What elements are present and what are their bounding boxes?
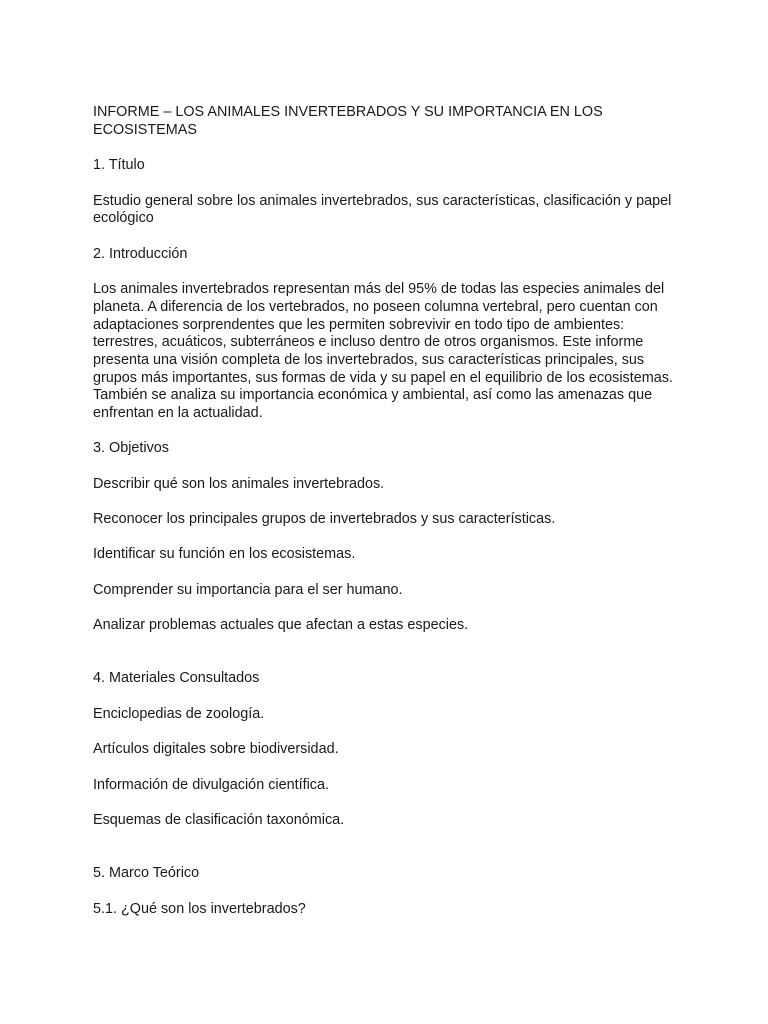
section-2-text-line: grupos más importantes, sus formas de vida y su papel en el equilibrio de los ecosistemas. (93, 370, 673, 386)
section-2-text-line: enfrentan en la actualidad. (93, 405, 263, 421)
section-1-text-line: ecológico (93, 210, 154, 226)
objective-item: Reconocer los principales grupos de invertebrados y sus características. (93, 511, 556, 527)
objective-item: Comprender su importancia para el ser humano. (93, 582, 403, 598)
objective-item: Analizar problemas actuales que afectan a estas especies. (93, 617, 469, 633)
section-5-1-subheading: 5.1. ¿Qué son los invertebrados? (93, 901, 306, 917)
document-title-line-1: INFORME – LOS ANIMALES INVERTEBRADOS Y SU IMPORTANCIA EN LOS (93, 104, 603, 120)
material-item: Información de divulgación científica. (93, 777, 329, 793)
section-4-heading: 4. Materiales Consultados (93, 670, 260, 686)
objective-item: Identificar su función en los ecosistemas. (93, 546, 356, 562)
section-1-heading: 1. Título (93, 157, 145, 173)
material-item: Artículos digitales sobre biodiversidad. (93, 741, 339, 757)
section-2-text-line: Los animales invertebrados representan más del 95% de todas las especies animales del (93, 281, 665, 297)
section-2-text-line: adaptaciones sorprendentes que les permiten sobrevivir en todo tipo de ambientes: (93, 317, 625, 333)
section-3-heading: 3. Objetivos (93, 440, 169, 456)
section-2-text-line: También se analiza su importancia económica y ambiental, así como las amenazas que (93, 387, 653, 403)
section-2-text-line: terrestres, acuáticos, subterráneos e incluso dentro de otros organismos. Este informe (93, 334, 644, 350)
section-1-text-line: Estudio general sobre los animales invertebrados, sus características, clasificación y papel (93, 193, 672, 209)
objective-item: Describir qué son los animales invertebrados. (93, 476, 385, 492)
section-2-heading: 2. Introducción (93, 246, 188, 262)
section-2-text-line: presenta una visión completa de los invertebrados, sus características principales, sus (93, 352, 645, 368)
material-item: Enciclopedias de zoología. (93, 706, 265, 722)
section-5-heading: 5. Marco Teórico (93, 865, 200, 881)
section-2-text-line: planeta. A diferencia de los vertebrados, no poseen columna vertebral, pero cuentan con (93, 299, 658, 315)
material-item: Esquemas de clasificación taxonómica. (93, 812, 345, 828)
document-title-line-2: ECOSISTEMAS (93, 122, 197, 138)
